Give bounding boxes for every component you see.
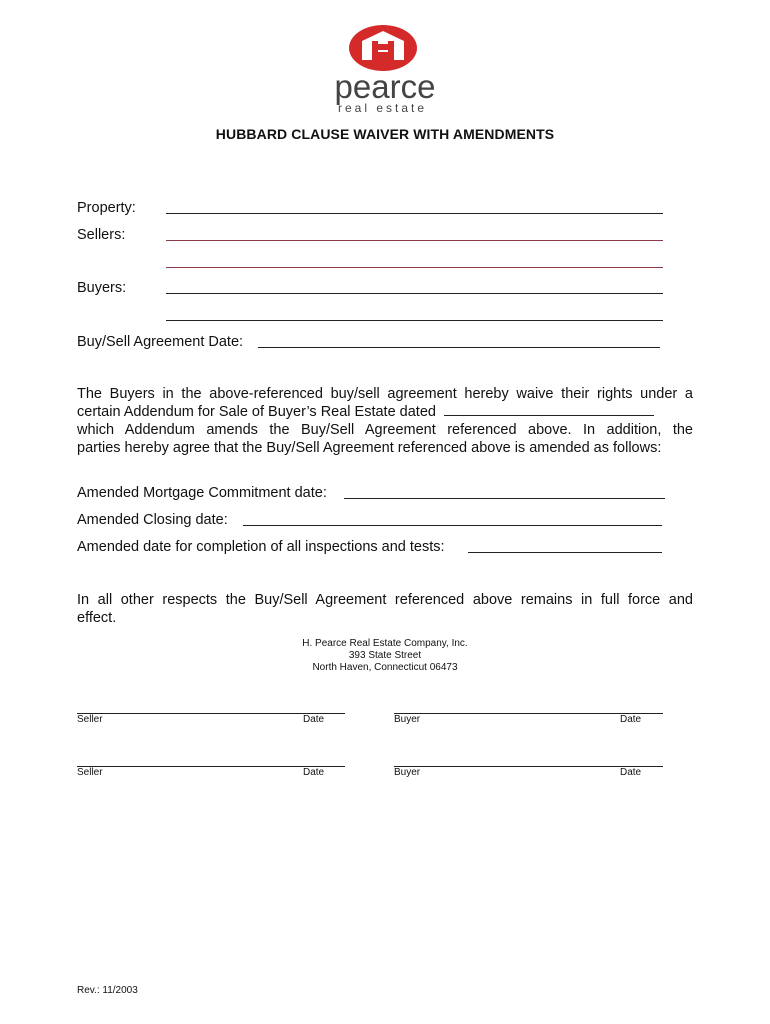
sellers-line-2[interactable] bbox=[166, 267, 663, 268]
seller-label-2: Seller bbox=[77, 767, 103, 778]
sellers-label: Sellers: bbox=[77, 227, 126, 243]
property-line[interactable] bbox=[166, 213, 663, 214]
waiver-paragraph bbox=[77, 385, 693, 457]
logo-tagline: real estate bbox=[338, 101, 428, 115]
inspections-date-line[interactable] bbox=[468, 552, 662, 553]
effect-line-2: effect. bbox=[77, 610, 117, 626]
buyers-line-2[interactable] bbox=[166, 320, 663, 321]
waiver-line-3: which Addendum amends the Buy/Sell Agreement referenced above. In addition, the bbox=[77, 422, 693, 438]
company-name: H. Pearce Real Estate Company, Inc. bbox=[302, 638, 468, 649]
sellers-line-1[interactable] bbox=[166, 240, 663, 241]
buyer-date-label-1: Date bbox=[620, 714, 642, 725]
waiver-line-2 bbox=[77, 403, 693, 421]
house-in-red-oval-icon bbox=[348, 24, 418, 72]
buyers-line-1[interactable] bbox=[166, 293, 663, 294]
mortgage-date-line[interactable] bbox=[344, 498, 665, 499]
property-label: Property: bbox=[77, 200, 136, 216]
document-title: HUBBARD CLAUSE WAIVER WITH AMENDMENTS bbox=[215, 126, 555, 142]
closing-date-label: Amended Closing date: bbox=[77, 512, 228, 528]
waiver-line-2-text: certain Addendum for Sale of Buyer’s Real Estate dated bbox=[77, 404, 436, 420]
buyer-label-1: Buyer bbox=[394, 714, 421, 725]
buyer-date-label-2: Date bbox=[620, 767, 642, 778]
effect-line-1: In all other respects the Buy/Sell Agreement referenced above remains in full force and bbox=[77, 592, 693, 608]
agreement-date-line[interactable] bbox=[258, 347, 660, 348]
logo-wordmark: pearce bbox=[334, 68, 436, 105]
buyers-label: Buyers: bbox=[77, 280, 127, 296]
seller-label-1: Seller bbox=[77, 714, 103, 725]
addendum-date-line[interactable] bbox=[444, 403, 654, 416]
seller-date-label-1: Date bbox=[303, 714, 325, 725]
company-city: North Haven, Connecticut 06473 bbox=[312, 662, 458, 673]
agreement-date-label: Buy/Sell Agreement Date: bbox=[77, 334, 244, 350]
waiver-line-4: parties hereby agree that the Buy/Sell Agreement referenced above is amended as follows: bbox=[77, 440, 662, 456]
revision-note: Rev.: 11/2003 bbox=[77, 985, 138, 996]
remaining-effect-paragraph bbox=[77, 591, 693, 627]
closing-date-line[interactable] bbox=[243, 525, 662, 526]
mortgage-date-label: Amended Mortgage Commitment date: bbox=[77, 485, 327, 501]
company-logo bbox=[326, 24, 444, 116]
company-street: 393 State Street bbox=[348, 650, 422, 661]
inspections-date-label: Amended date for completion of all inspections and tests: bbox=[77, 539, 445, 555]
seller-date-label-2: Date bbox=[303, 767, 325, 778]
buyer-label-2: Buyer bbox=[394, 767, 421, 778]
waiver-line-1: The Buyers in the above-referenced buy/sell agreement hereby waive their rights under a bbox=[77, 386, 693, 402]
